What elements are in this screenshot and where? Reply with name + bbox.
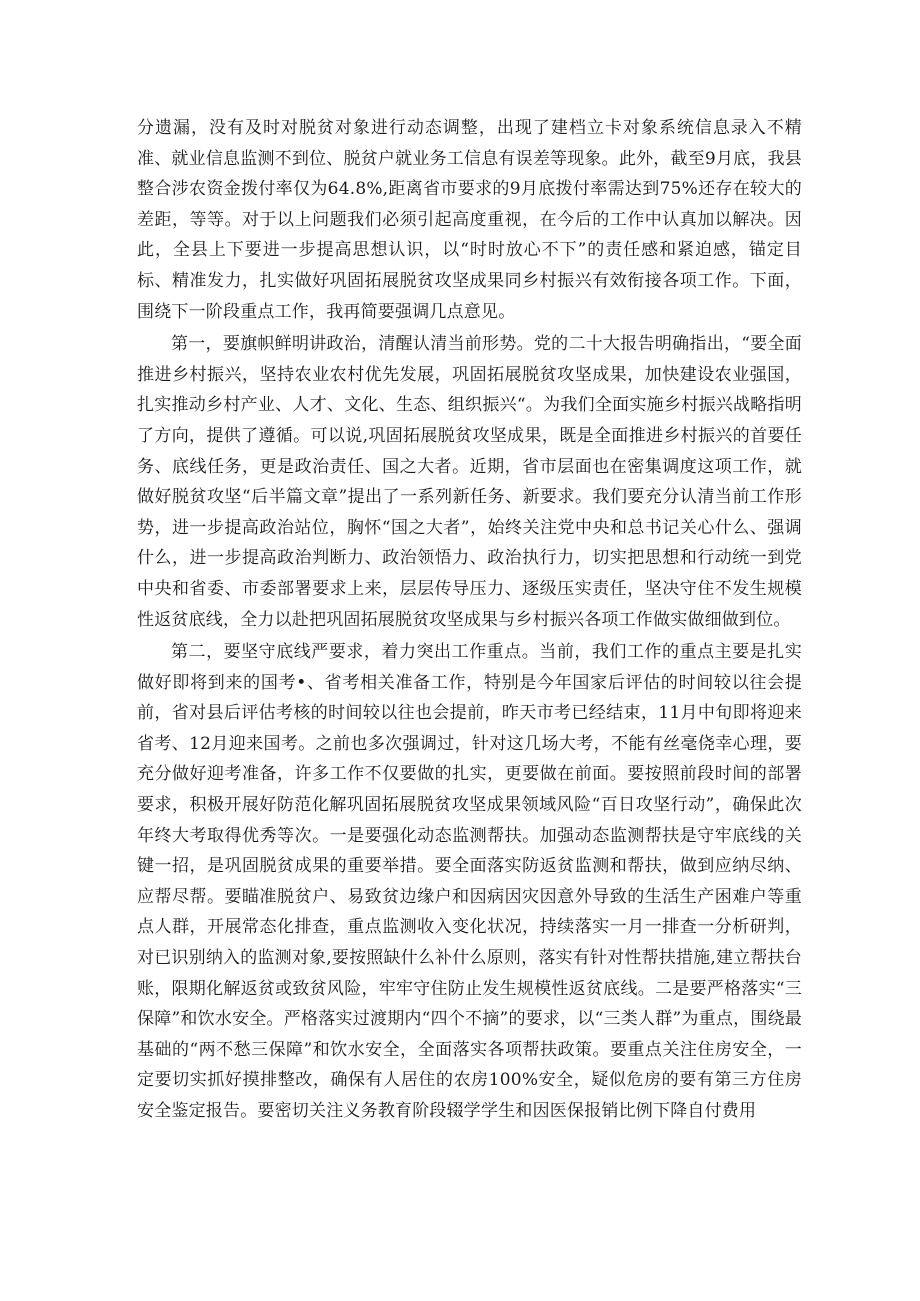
paragraph-second-point: 第二，要坚守底线严要求，着力突出工作重点。当前，我们工作的重点主要是扎实做好即将到来的国考•、省考相关准备工作，特别是今年国家后评估的时间较以往会提前，省对县后评估考核的时间较以往也会提前，昨天市考已经结束，11月中旬即将迎来省考、12月迎来国考。之前也多次强调过，针对这几场大考，不能有丝毫侥幸心理，要充分做好迎考准备，许多工作不仅要做的扎实，更要做在前面。要按照前段时间的部署要求，积极开展好防范化解巩固拓展脱贫攻坚成果领域风险“百日攻坚行动”，确保此次年终大考取得优秀等次。一是要强化动态监测帮扶。加强动态监测帮扶是守牢底线的关键一招，是巩固脱贫成果的重要举措。要全面落实防返贫监测和帮扶，做到应纳尽纳、应帮尽帮。要瞄准脱贫户、易致贫边缘户和因病因灾因意外导致的生活生产困难户等重点人群，开展常态化排查，重点监测收入变化状况，持续落实一月一排查一分析研判，对已识别纳入的监测对象,要按照缺什么补什么原则，落实有针对性帮扶措施,建立帮扶台账，限期化解返贫或致贫风险，牢牢守住防止发生规模性返贫底线。二是要严格落实“三保障”和饮水安全。严格落实过渡期内“四个不摘”的要求，以“三类人群”为重点，围绕最基础的“两不愁三保障”和饮水安全，全面落实各项帮扶政策。要重点关注住房安全，一定要切实抓好摸排整改，确保有人居住的农房100%安全，疑似危房的要有第三方住房安全鉴定报告。要密切关注义务教育阶段辍学学生和因医保报销比例下降自付费用: [137, 642, 802, 1121]
paragraph-first-point: 第一，要旗帜鲜明讲政治，清醒认清当前形势。党的二十大报告明确指出，“要全面推进乡村振兴，坚持农业农村优先发展，巩固拓展脱贫攻坚成果，加快建设农业强国，扎实推动乡村产业、人才、文化、生态、组织振兴“。为我们全面实施乡村振兴战略指明了方向，提供了遵循。可以说,巩固拓展脱贫攻坚成果，既是全面推进乡村振兴的首要任务、底线任务，更是政治责任、国之大者。近期，省市层面也在密集调度这项工作，就做好脱贫攻坚“后半篇文章”提出了一系列新任务、新要求。我们要充分认清当前工作形势，进一步提高政治站位，胸怀“国之大者”，始终关注党中央和总书记关心什么、强调什么，进一步提高政治判断力、政治领悟力、政治执行力，切实把思想和行动统一到党中央和省委、市委部署要求上来，层层传导压力、逐级压实责任，坚决守住不发生规模性返贫底线，全力以赴把巩固拓展脱贫攻坚成果与乡村振兴各项工作做实做细做到位。: [137, 334, 802, 630]
paragraph-continuation: 分遗漏，没有及时对脱贫对象进行动态调整，出现了建档立卡对象系统信息录入不精准、就业信息监测不到位、脱贫户就业务工信息有误差等现象。此外，截至9月底，我县整合涉农资金拨付率仅为64.8%,距离省市要求的9月底拨付率需达到75%还存在较大的差距，等等。对于以上问题我们必须引起高度重视，在今后的工作中认真加以解决。因此，全县上下要进一步提高思想认识，以“时时放心不下”的责任感和紧迫感，锚定目标、精准发力，扎实做好巩固拓展脱贫攻坚成果同乡村振兴有效衔接各项工作。下面，围绕下一阶段重点工作，我再简要强调几点意见。: [137, 118, 802, 322]
body-text: [137, 113, 802, 1127]
